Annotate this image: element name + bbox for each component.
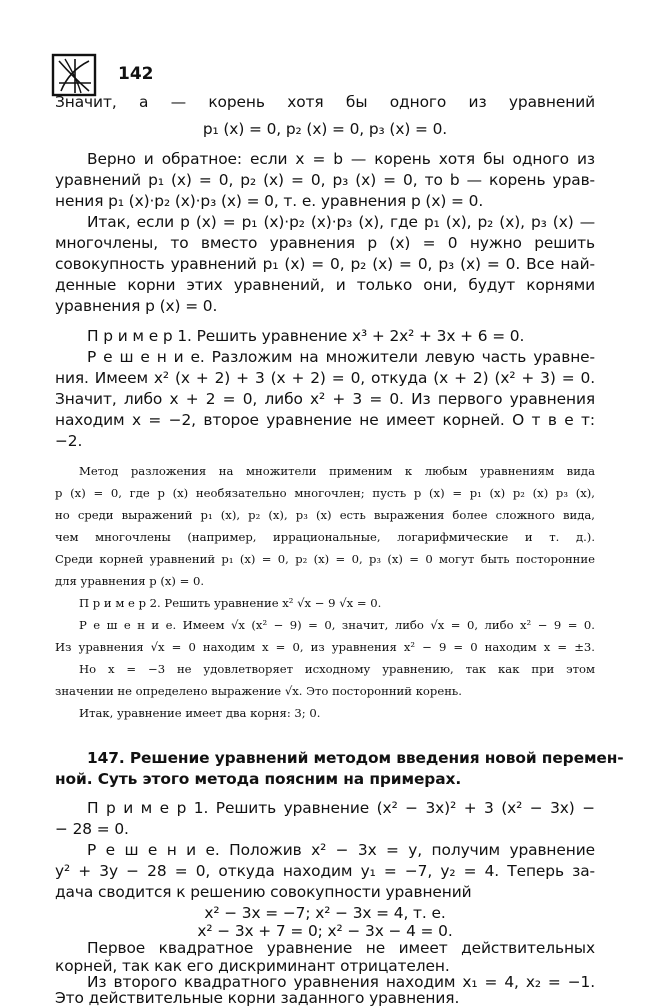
text-line: − 28 = 0. — [55, 820, 129, 838]
small-text-line: Итак, уравнение имеет два корня: 3; 0. — [79, 706, 321, 720]
small-example-heading: П р и м е р 2. Решить уравнение x² √x − 9 √x = 0. — [79, 596, 382, 610]
graph-emblem-icon — [51, 53, 97, 97]
text-line: нения p₁ (x)·p₂ (x)·p₃ (x) = 0, т. е. уравнения p (x) = 0. — [55, 192, 484, 210]
small-text-line: Р е ш е н и е. Имеем √x (x² − 9) = 0, значит, либо √x = 0, либо x² − 9 = 0. — [79, 618, 595, 632]
small-text-line: Но x = −3 не удовлетворяет исходному уравнению, так как при этом — [79, 662, 595, 676]
text-line: Верно и обратное: если x = b — корень хотя бы одного из — [87, 150, 595, 168]
small-text-line: но среди выражений p₁ (x), p₂ (x), p₃ (x) есть выражения более сложного вида, — [55, 508, 595, 522]
text-line: совокупность уравнений p₁ (x) = 0, p₂ (x) = 0, p₃ (x) = 0. Все най- — [55, 255, 595, 273]
text-line: ния. Имеем x² (x + 2) + 3 (x + 2) = 0, откуда (x + 2) (x² + 3) = 0. — [55, 369, 595, 387]
text-line: уравнений p₁ (x) = 0, p₂ (x) = 0, p₃ (x) = 0, то b — корень урав- — [55, 171, 595, 189]
text-line: многочлены, то вместо уравнения p (x) = 0 нужно решить — [55, 234, 595, 252]
small-text-line: p (x) = 0, где p (x) необязательно многочлен; пусть p (x) = p₁ (x) p₂ (x) p₃ (x), — [55, 486, 595, 500]
text-line: денные корни этих уравнений, и только они, будут корнями — [55, 276, 595, 294]
answer-line: −2. — [55, 432, 83, 450]
text-line: Это действительные корни заданного уравнения. — [55, 989, 460, 1007]
small-text-line: Из уравнения √x = 0 находим x = 0, из уравнения x² − 9 = 0 находим x = ±3. — [55, 640, 595, 654]
text-line: Р е ш е н и е. Разложим на множители левую часть уравне- — [87, 348, 595, 366]
text-line: Р е ш е н и е. Положив x² − 3x = y, получим уравнение — [87, 841, 595, 859]
small-text-line: чем многочлены (например, иррациональные, логарифмические и т. д.). — [55, 530, 595, 544]
text-line: Значит, a — корень хотя бы одного из уравнений — [55, 93, 595, 111]
text-line: находим x = −2, второе уравнение не имеет корней. О т в е т: — [55, 411, 595, 429]
text-line: дача сводится к решению совокупности уравнений — [55, 883, 472, 901]
page-number: 142 — [118, 64, 154, 84]
text-line: y² + 3y − 28 = 0, откуда находим y₁ = −7, y₂ = 4. Теперь за- — [55, 862, 595, 880]
small-text-line: Среди корней уравнений p₁ (x) = 0, p₂ (x) = 0, p₃ (x) = 0 могут быть посторонние — [55, 552, 595, 566]
small-text-line: для уравнения p (x) = 0. — [55, 574, 205, 588]
text-line: Первое квадратное уравнение не имеет действительных — [87, 939, 595, 957]
small-text-line: значении не определено выражение √x. Это посторонний корень. — [55, 684, 462, 698]
section-heading-cont: ной. Суть этого метода поясним на примерах. — [55, 770, 462, 788]
text-line: Итак, если p (x) = p₁ (x)·p₂ (x)·p₃ (x), где p₁ (x), p₂ (x), p₃ (x) — — [87, 213, 595, 231]
formula-line: p₁ (x) = 0, p₂ (x) = 0, p₃ (x) = 0. — [202, 120, 448, 138]
text-line: Из второго квадратного уравнения находим x₁ = 4, x₂ = −1. — [87, 973, 595, 991]
small-text-line: Метод разложения на множители применим к любым уравнениям вида — [79, 464, 595, 478]
example-heading: П р и м е р 1. Решить уравнение (x² − 3x)² + 3 (x² − 3x) − — [87, 799, 595, 817]
example-heading: П р и м е р 1. Решить уравнение x³ + 2x² + 3x + 6 = 0. — [87, 327, 525, 345]
text-line: корней, так как его дискриминант отрицателен. — [55, 957, 450, 975]
text-line: Значит, либо x + 2 = 0, либо x² + 3 = 0. Из первого уравнения — [55, 390, 595, 408]
formula-line: x² − 3x + 7 = 0; x² − 3x − 4 = 0. — [197, 922, 453, 940]
formula-line: x² − 3x = −7; x² − 3x = 4, т. е. — [204, 904, 446, 922]
section-heading: 147. Решение уравнений методом введения новой перемен- — [87, 749, 624, 767]
text-line: уравнения p (x) = 0. — [55, 297, 218, 315]
